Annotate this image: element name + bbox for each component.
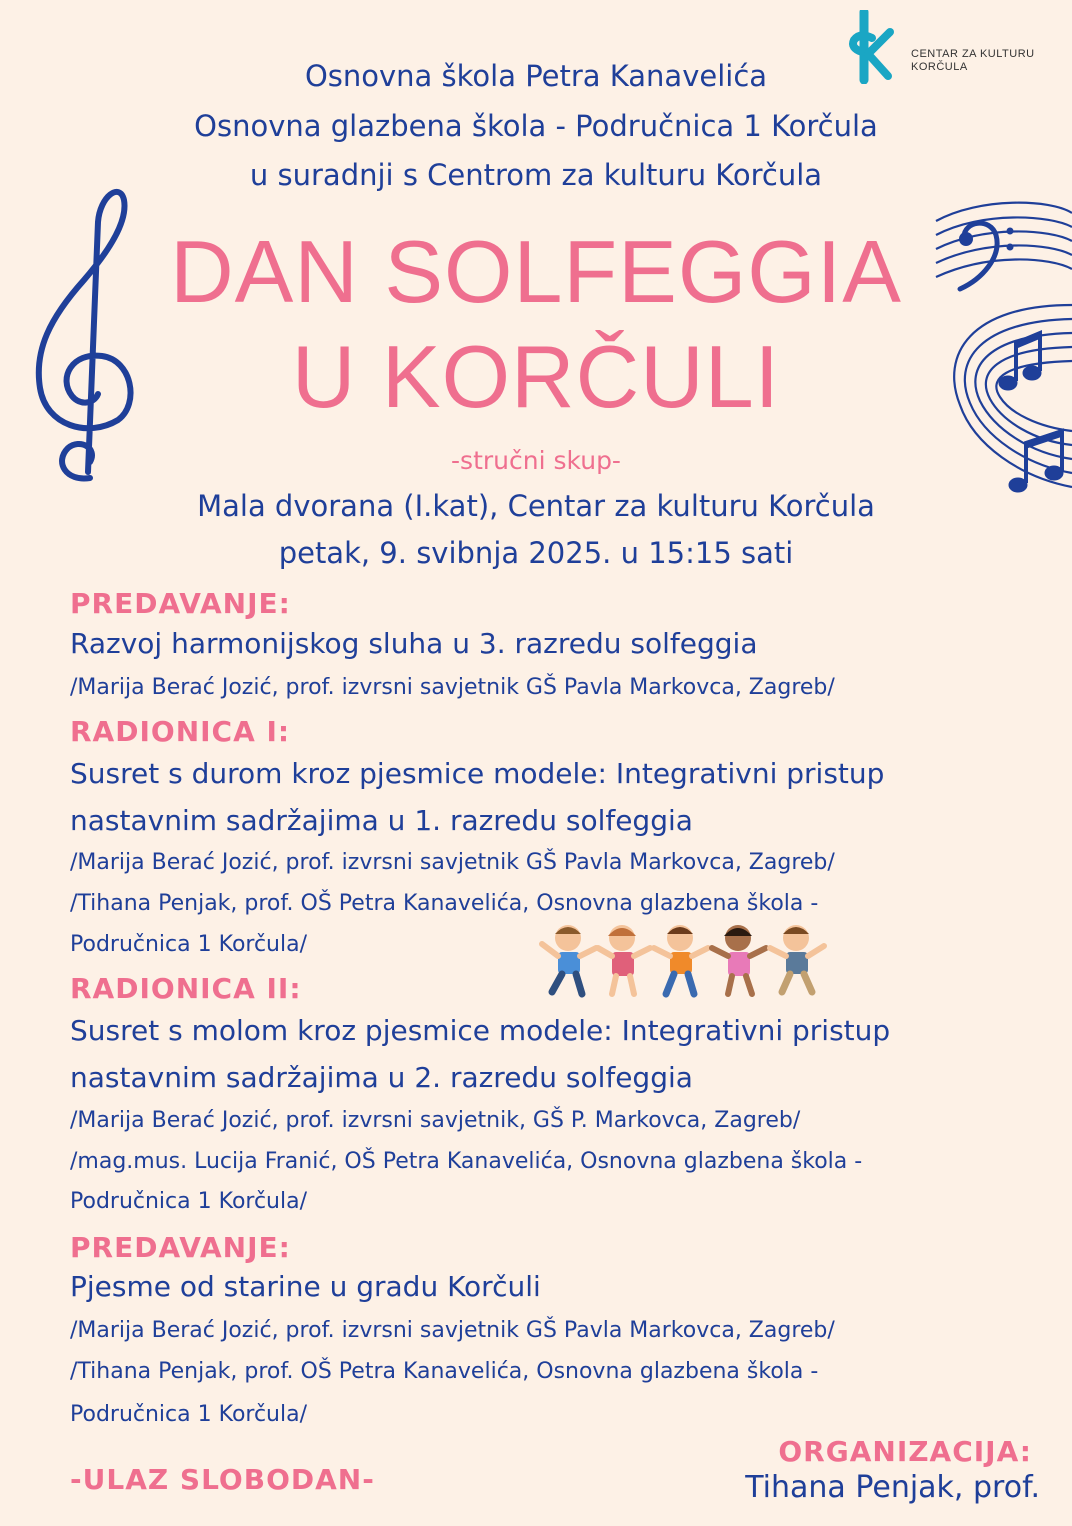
author-line: /Marija Berać Jozić, prof. izvrsni savjetnik GŠ Pavla Markovca, Zagreb/ xyxy=(70,675,835,700)
talk-title: Susret s molom kroz pjesmice modele: Integrativni pristup xyxy=(70,1014,891,1047)
section-heading: RADIONICA I: xyxy=(70,715,291,748)
header-line-1: Osnovna škola Petra Kanavelića xyxy=(304,59,768,93)
venue: Mala dvorana (I.kat), Centar za kulturu Korčula xyxy=(197,489,875,523)
subtitle: -stručni skup- xyxy=(451,446,621,475)
treble-clef-icon xyxy=(28,182,138,482)
author-line: /mag.mus. Lucija Franić, OŠ Petra Kanavelića, Osnovna glazbena škola - xyxy=(70,1149,863,1174)
author-line: /Marija Berać Jozić, prof. izvrsni savjetnik GŠ Pavla Markovca, Zagreb/ xyxy=(70,850,835,875)
section-heading: RADIONICA II: xyxy=(70,972,302,1005)
talk-title: nastavnim sadržajima u 2. razredu solfeggia xyxy=(70,1061,693,1094)
title-line-1: DAN SOLFEGGIA xyxy=(170,222,902,321)
talk-title: nastavnim sadržajima u 1. razredu solfeggia xyxy=(70,804,693,837)
author-line: /Tihana Penjak, prof. OŠ Petra Kanavelića, Osnovna glazbena škola - xyxy=(70,1359,819,1384)
children-illustration xyxy=(530,922,830,1002)
logo-line-2: KORČULA xyxy=(911,61,968,73)
entry-free: -ULAZ SLOBODAN- xyxy=(70,1463,375,1496)
section-heading: PREDAVANJE: xyxy=(70,1231,291,1264)
logo-line-1: CENTAR ZA KULTURU xyxy=(911,48,1035,60)
datetime: petak, 9. svibnja 2025. u 15:15 sati xyxy=(278,536,794,570)
author-line: Područnica 1 Korčula/ xyxy=(70,1189,308,1214)
talk-title: Razvoj harmonijskog sluha u 3. razredu solfeggia xyxy=(70,627,758,660)
author-line: Područnica 1 Korčula/ xyxy=(70,932,308,957)
author-line: Područnica 1 Korčula/ xyxy=(70,1402,308,1427)
organization-label: ORGANIZACIJA: xyxy=(778,1435,1032,1468)
organizer-name: Tihana Penjak, prof. xyxy=(745,1470,1040,1505)
author-line: /Marija Berać Jozić, prof. izvrsni savjetnik, GŠ P. Markovca, Zagreb/ xyxy=(70,1108,801,1133)
author-line: /Marija Berać Jozić, prof. izvrsni savjetnik GŠ Pavla Markovca, Zagreb/ xyxy=(70,1318,835,1343)
title-line-2: U KORČULI xyxy=(291,327,781,426)
header-line-2: Osnovna glazbena škola - Područnica 1 Korčula xyxy=(194,109,878,143)
talk-title: Susret s durom kroz pjesmice modele: Integrativni pristup xyxy=(70,757,885,790)
header-line-3: u suradnji s Centrom za kulturu Korčula xyxy=(249,158,823,192)
author-line: /Tihana Penjak, prof. OŠ Petra Kanavelića, Osnovna glazbena škola - xyxy=(70,891,819,916)
talk-title: Pjesme od starine u gradu Korčuli xyxy=(70,1270,541,1303)
section-heading: PREDAVANJE: xyxy=(70,587,291,620)
